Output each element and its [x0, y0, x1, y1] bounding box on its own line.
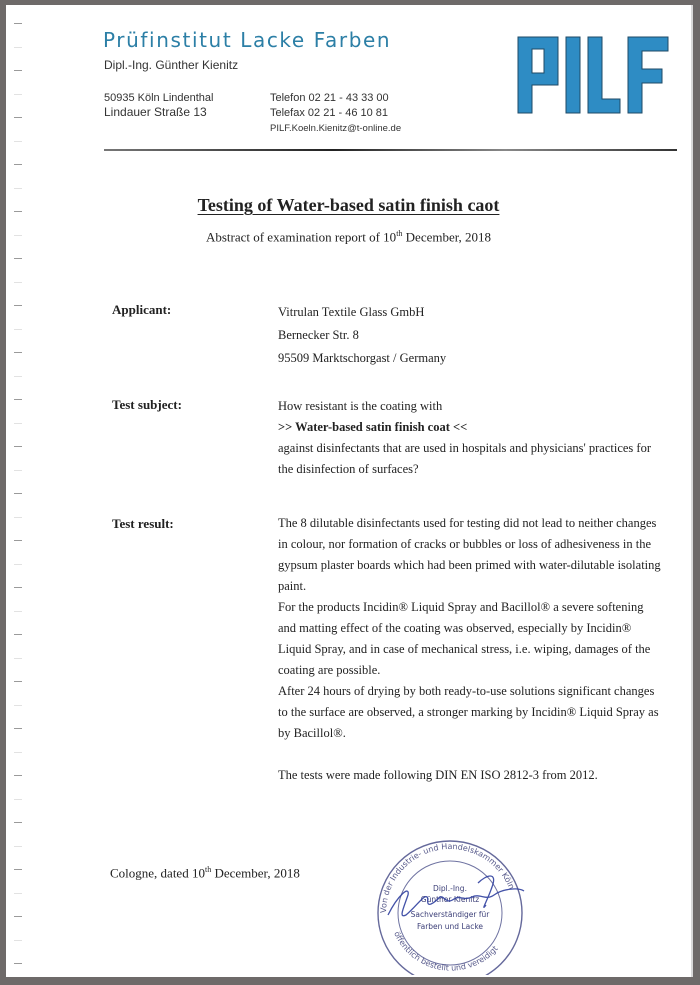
margin-mark [14, 893, 22, 894]
margin-mark [14, 164, 22, 165]
margin-mark [14, 869, 22, 870]
margin-mark [14, 540, 22, 541]
margin-mark [14, 470, 22, 471]
applicant-label: Applicant: [112, 302, 172, 317]
margin-mark [14, 799, 22, 800]
margin-mark [14, 352, 22, 353]
logo-letter-p [518, 37, 558, 113]
margin-mark [14, 70, 22, 71]
applicant-city: 95509 Marktschorgast / Germany [278, 351, 447, 365]
stamp-bottom-text: öffentlich bestellt und vereidigt [392, 929, 500, 973]
test-result-text [278, 513, 663, 786]
margin-mark [14, 587, 22, 588]
email-address: PILF.Koeln.Kienitz@t-online.de [270, 123, 402, 134]
result-paragraph: After 24 hours of drying by both ready-to-use solutions significant changes to the surface are observed, a stronger marking by Incidin® Liquid Spray as by Bacillol®. [278, 684, 659, 740]
margin-mark [14, 940, 22, 941]
letterhead-divider [104, 149, 677, 151]
signoff-date: Cologne, dated 10th December, 2018 [110, 865, 300, 881]
margin-mark [14, 822, 22, 823]
letterhead-address [104, 91, 213, 119]
test-subject-text: How resistant is the coating with >> Water-based satin finish coat << against disinfectants that are used in hospitals and physicians' practices for the disinfection of surfaces? [278, 396, 663, 480]
margin-mark [14, 188, 22, 189]
result-paragraph: The 8 dilutable disinfectants used for testing did not lead to neither changes in colour, nor formation of cracks or bubbles or loss of adhesiveness in the gypsum plaster boards which had been primed with water-dilutable isolating paint. [278, 516, 661, 593]
standard-note: The tests were made following DIN EN ISO 2812-3 from 2012. [278, 768, 598, 782]
margin-mark [14, 399, 22, 400]
pilf-logo [516, 35, 676, 115]
margin-mark [14, 376, 22, 377]
result-paragraph: For the products Incidin® Liquid Spray and Bacillol® a severe softening and matting effect of the coating was observed, especially by Incidin® Liquid Spray, and in case of mechanical stress, i.e. wiping, damages of the coating are possible. [278, 600, 651, 677]
logo-letter-f [628, 37, 668, 113]
margin-mark [14, 564, 22, 565]
test-result-label: Test result: [112, 516, 174, 531]
margin-mark [14, 47, 22, 48]
logo-letter-i [566, 37, 580, 113]
margin-mark [14, 446, 22, 447]
margin-mark [14, 634, 22, 635]
stamp-outer-text: Von der Industrie- und Handelskammer Köln [378, 841, 517, 914]
institute-name: Prüfinstitut Lacke Farben [103, 28, 392, 52]
margin-mark [14, 846, 22, 847]
margin-mark [14, 141, 22, 142]
margin-mark [14, 517, 22, 518]
document-page [6, 5, 693, 977]
margin-mark [14, 658, 22, 659]
margin-mark [14, 728, 22, 729]
margin-mark [14, 705, 22, 706]
phone-number: Telefon 02 21 - 43 33 00 [270, 92, 389, 104]
margin-mark [14, 752, 22, 753]
engineer-name: Dipl.-Ing. Günther Kienitz [104, 58, 239, 72]
margin-mark [14, 282, 22, 283]
official-stamp [368, 835, 543, 975]
margin-mark [14, 775, 22, 776]
margin-mark [14, 305, 22, 306]
margin-mark [14, 117, 22, 118]
stamp-inner-line-2: Günther Kienitz [420, 895, 480, 904]
margin-mark [14, 493, 22, 494]
margin-mark [14, 23, 22, 24]
document-title: Testing of Water-based satin finish caot [197, 195, 500, 215]
address-line-1: 50935 Köln Lindenthal [104, 92, 214, 104]
stamp-inner-line-4: Farben und Lacke [416, 922, 484, 931]
margin-mark [14, 423, 22, 424]
applicant-details [278, 301, 663, 370]
product-name: >> Water-based satin finish coat << [278, 420, 468, 434]
applicant-street: Bernecker Str. 8 [278, 328, 359, 342]
fax-number: Telefax 02 21 - 46 10 81 [270, 107, 389, 119]
applicant-company: Vitrulan Textile Glass GmbH [278, 305, 425, 319]
document-subtitle: Abstract of examination report of 10th December, 2018 [205, 229, 492, 245]
margin-mark [14, 611, 22, 612]
margin-mark [14, 681, 22, 682]
stamp-inner-line-3: Sachverständiger für [410, 910, 490, 919]
margin-mark [14, 963, 22, 964]
stamp-inner-line-1: Dipl.-Ing. [433, 884, 467, 893]
test-subject-label: Test subject: [112, 397, 182, 412]
margin-mark [14, 329, 22, 330]
letterhead-contact [270, 91, 401, 136]
margin-mark [14, 916, 22, 917]
address-line-2: Lindauer Straße 13 [104, 105, 207, 119]
margin-mark [14, 258, 22, 259]
logo-letter-l [588, 37, 620, 113]
margin-mark [14, 94, 22, 95]
